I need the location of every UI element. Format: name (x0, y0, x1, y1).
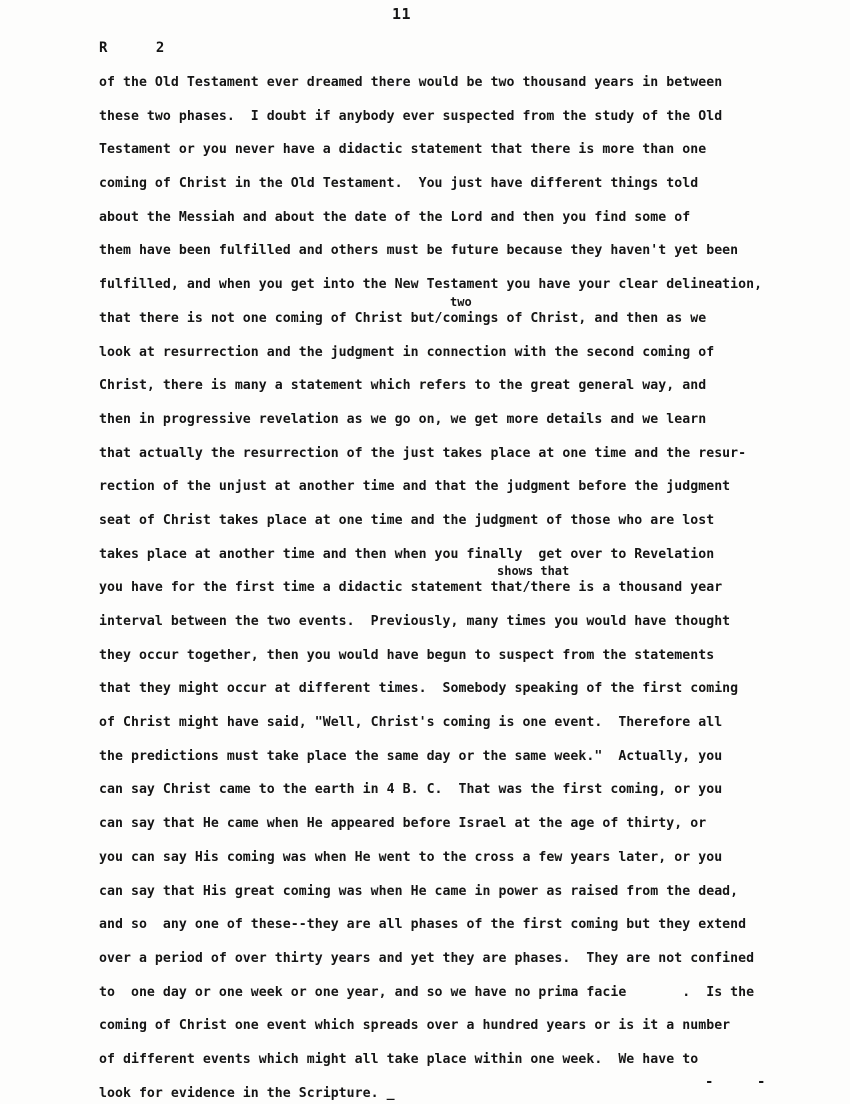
text-line: the predictions must take place the same day or the same week." Actually, you (99, 748, 723, 764)
text-line: can say Christ came to the earth in 4 B. C. That was the first coming, or you (99, 782, 723, 798)
body-text (99, 71, 799, 1115)
text-line: look for evidence in the Scripture. _ (99, 1085, 395, 1101)
edge-mark: - (705, 1074, 714, 1090)
text-line: coming of Christ in the Old Testament. You just have different things told (99, 176, 699, 192)
text-line: Testament or you never have a didactic statement that there is more than one (99, 142, 707, 158)
text-line: of different events which might all take place within one week. We have to (99, 1051, 699, 1067)
page-number: 11 (392, 5, 412, 23)
text-line: they occur together, then you would have begun to suspect from the statements (99, 647, 715, 663)
line-with-insert (99, 564, 799, 610)
text-line: seat of Christ takes place at one time and the judgment of those who are lost (99, 512, 715, 528)
text-line: interval between the two events. Previously, many times you would have thought (99, 614, 731, 629)
text-line: these two phases. I doubt if anybody ever suspected from the study of the Old (99, 108, 723, 124)
line-with-insert (99, 294, 799, 341)
text-line: you can say His coming was when He went to the cross a few years later, or you (99, 849, 723, 865)
text-line: fulfilled, and when you get into the New Testament you have your clear delineation, (99, 277, 763, 293)
text-line: them have been fulfilled and others must be future because they haven't yet been (99, 243, 739, 259)
text-line: that they might occur at different times. Somebody speaking of the first coming (99, 681, 739, 697)
edge-mark: - (757, 1074, 766, 1090)
text-line: coming of Christ one event which spreads over a hundred years or is it a number (99, 1018, 731, 1034)
text-line: that there is not one coming of Christ but/comings of Christ, and then as we (99, 310, 707, 326)
text-line: Christ, there is many a statement which refers to the great general way, and (99, 378, 707, 394)
text-line: can say that He came when He appeared before Israel at the age of thirty, or (99, 816, 707, 832)
text-line: takes place at another time and then when you finally get over to Revelation (99, 546, 715, 562)
text-line: to one day or one week or one year, and so we have no prima facie . Is the (99, 984, 755, 1000)
interlinear-insert-shows-that: shows that (497, 564, 570, 579)
text-line: look at resurrection and the judgment in connection with the second coming of (99, 344, 715, 360)
text-line: about the Messiah and about the date of the Lord and then you find some of (99, 209, 691, 225)
header-mark: R 2 (99, 40, 165, 56)
text-line: and so any one of these--they are all phases of the first coming but they extend (99, 917, 747, 933)
text-line: rection of the unjust at another time and that the judgment before the judgment (99, 479, 731, 495)
text-line: of Christ might have said, "Well, Christ's coming is one event. Therefore all (99, 715, 723, 731)
text-line: that actually the resurrection of the just takes place at one time and the resur- (99, 445, 747, 461)
text-line: then in progressive revelation as we go on, we get more details and we learn (99, 411, 707, 427)
text-line: of the Old Testament ever dreamed there would be two thousand years in between (99, 75, 723, 90)
interlinear-insert-two: two (450, 294, 472, 309)
text-line: you have for the first time a didactic statement that/there is a thousand year (99, 580, 723, 596)
text-line: over a period of over thirty years and yet they are phases. They are not confined (99, 950, 755, 966)
text-line: can say that His great coming was when He came in power as raised from the dead, (99, 883, 739, 899)
